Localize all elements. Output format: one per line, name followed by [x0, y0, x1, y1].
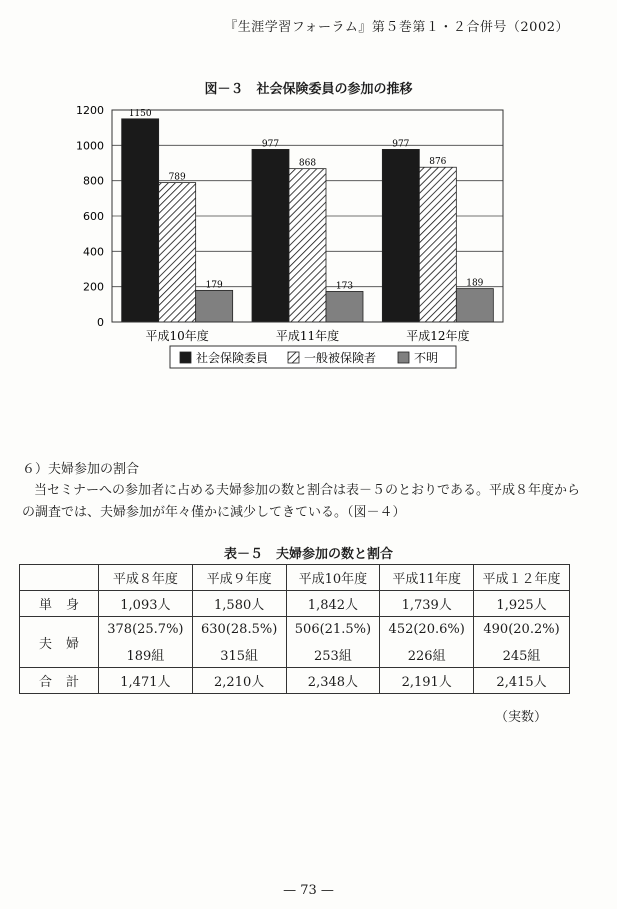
table-cell: 378(25.7%)	[99, 617, 193, 643]
data-label: 977	[261, 139, 280, 150]
table-cell: 506(21.5%)	[286, 617, 380, 643]
table-cell: 2,348人	[286, 668, 380, 694]
legend-label: 不明	[414, 351, 439, 365]
bar	[326, 291, 363, 322]
row-label: 合計	[20, 668, 99, 694]
page-number: — 73 —	[283, 883, 334, 898]
table-row-single	[20, 591, 570, 617]
data-label: 868	[298, 158, 317, 169]
y-tick-label: 0	[97, 316, 104, 329]
table-cell: 490(20.2%)	[474, 617, 570, 643]
table-cell: 452(20.6%)	[380, 617, 474, 643]
table-title: 表－５ 夫婦参加の数と割合	[223, 547, 393, 562]
y-tick-label: 1200	[76, 104, 104, 117]
column-header: 平成９年度	[192, 565, 286, 591]
column-header: 平成10年度	[286, 565, 380, 591]
table-cell: 1,471人	[99, 668, 193, 694]
legend-swatch	[288, 352, 299, 363]
legend-label: 一般被保険者	[304, 351, 377, 365]
table-cell: 2,210人	[192, 668, 286, 694]
legend-swatch	[398, 352, 409, 363]
y-tick-label: 800	[83, 174, 104, 188]
table-cell: 315組	[192, 642, 286, 668]
bar	[456, 289, 493, 322]
section-paragraph: 当セミナーへの参加者に占める夫婦参加の数と割合は表－５のとおりである。平成８年度からの調査では、夫婦参加が年々僅かに減少してきている。（図－４）	[22, 483, 581, 520]
table-cell: 1,925人	[474, 591, 570, 617]
table-cell: 1,842人	[286, 591, 380, 617]
legend-label: 社会保険委員	[196, 351, 269, 365]
table-cell: 245組	[474, 642, 570, 668]
y-tick-label: 400	[83, 245, 104, 259]
table-note: （実数）	[494, 710, 547, 725]
table-row-total	[20, 668, 570, 694]
table-cell: 2,191人	[380, 668, 474, 694]
bar	[196, 290, 233, 322]
data-label: 189	[466, 278, 484, 289]
bar	[382, 149, 419, 322]
table-row-couple-groups	[20, 642, 570, 668]
y-tick-label: 600	[83, 210, 104, 223]
column-header: 平成８年度	[99, 565, 193, 591]
bar	[252, 149, 289, 322]
journal-header: 『生涯学習フォーラム』第５巻第１・２合併号（2002）	[224, 20, 569, 35]
figure-title: 図－３ 社会保険委員の参加の推移	[204, 82, 413, 97]
column-header: 平成11年度	[380, 565, 474, 591]
table-cell: 253組	[286, 642, 380, 668]
table-cell: 630(28.5%)	[192, 617, 286, 643]
column-header: 平成１２年度	[474, 565, 570, 591]
data-label: 179	[205, 280, 223, 291]
legend-swatch	[180, 352, 191, 363]
x-tick-label: 平成10年度	[145, 329, 209, 343]
data-label: 173	[335, 281, 354, 292]
data-label: 789	[168, 172, 186, 183]
row-label: 単身	[20, 591, 99, 617]
table-header-row	[20, 565, 570, 591]
bar	[289, 169, 326, 322]
data-label: 876	[429, 157, 447, 168]
bar	[122, 119, 159, 322]
table-cell: 1,580人	[192, 591, 286, 617]
bar	[419, 167, 456, 322]
table-cell: 189組	[99, 642, 193, 668]
bar	[159, 183, 196, 322]
y-tick-label: 200	[83, 280, 104, 294]
table-corner-cell	[20, 565, 99, 591]
row-label: 夫婦	[20, 617, 99, 668]
table-cell: 1,093人	[99, 591, 193, 617]
table-cell: 226組	[380, 642, 474, 668]
x-tick-label: 平成11年度	[275, 329, 340, 343]
table-cell: 2,415人	[474, 668, 570, 694]
table-cell: 1,739人	[380, 591, 474, 617]
x-tick-label: 平成12年度	[406, 329, 470, 343]
data-label: 977	[392, 139, 410, 150]
data-label: 1150	[128, 108, 152, 119]
table-row-couple	[20, 617, 570, 643]
y-tick-label: 1000	[76, 139, 104, 153]
section-heading: ６）夫婦参加の割合	[22, 462, 140, 477]
bar-chart	[0, 96, 617, 376]
couple-participation-table	[19, 564, 570, 694]
